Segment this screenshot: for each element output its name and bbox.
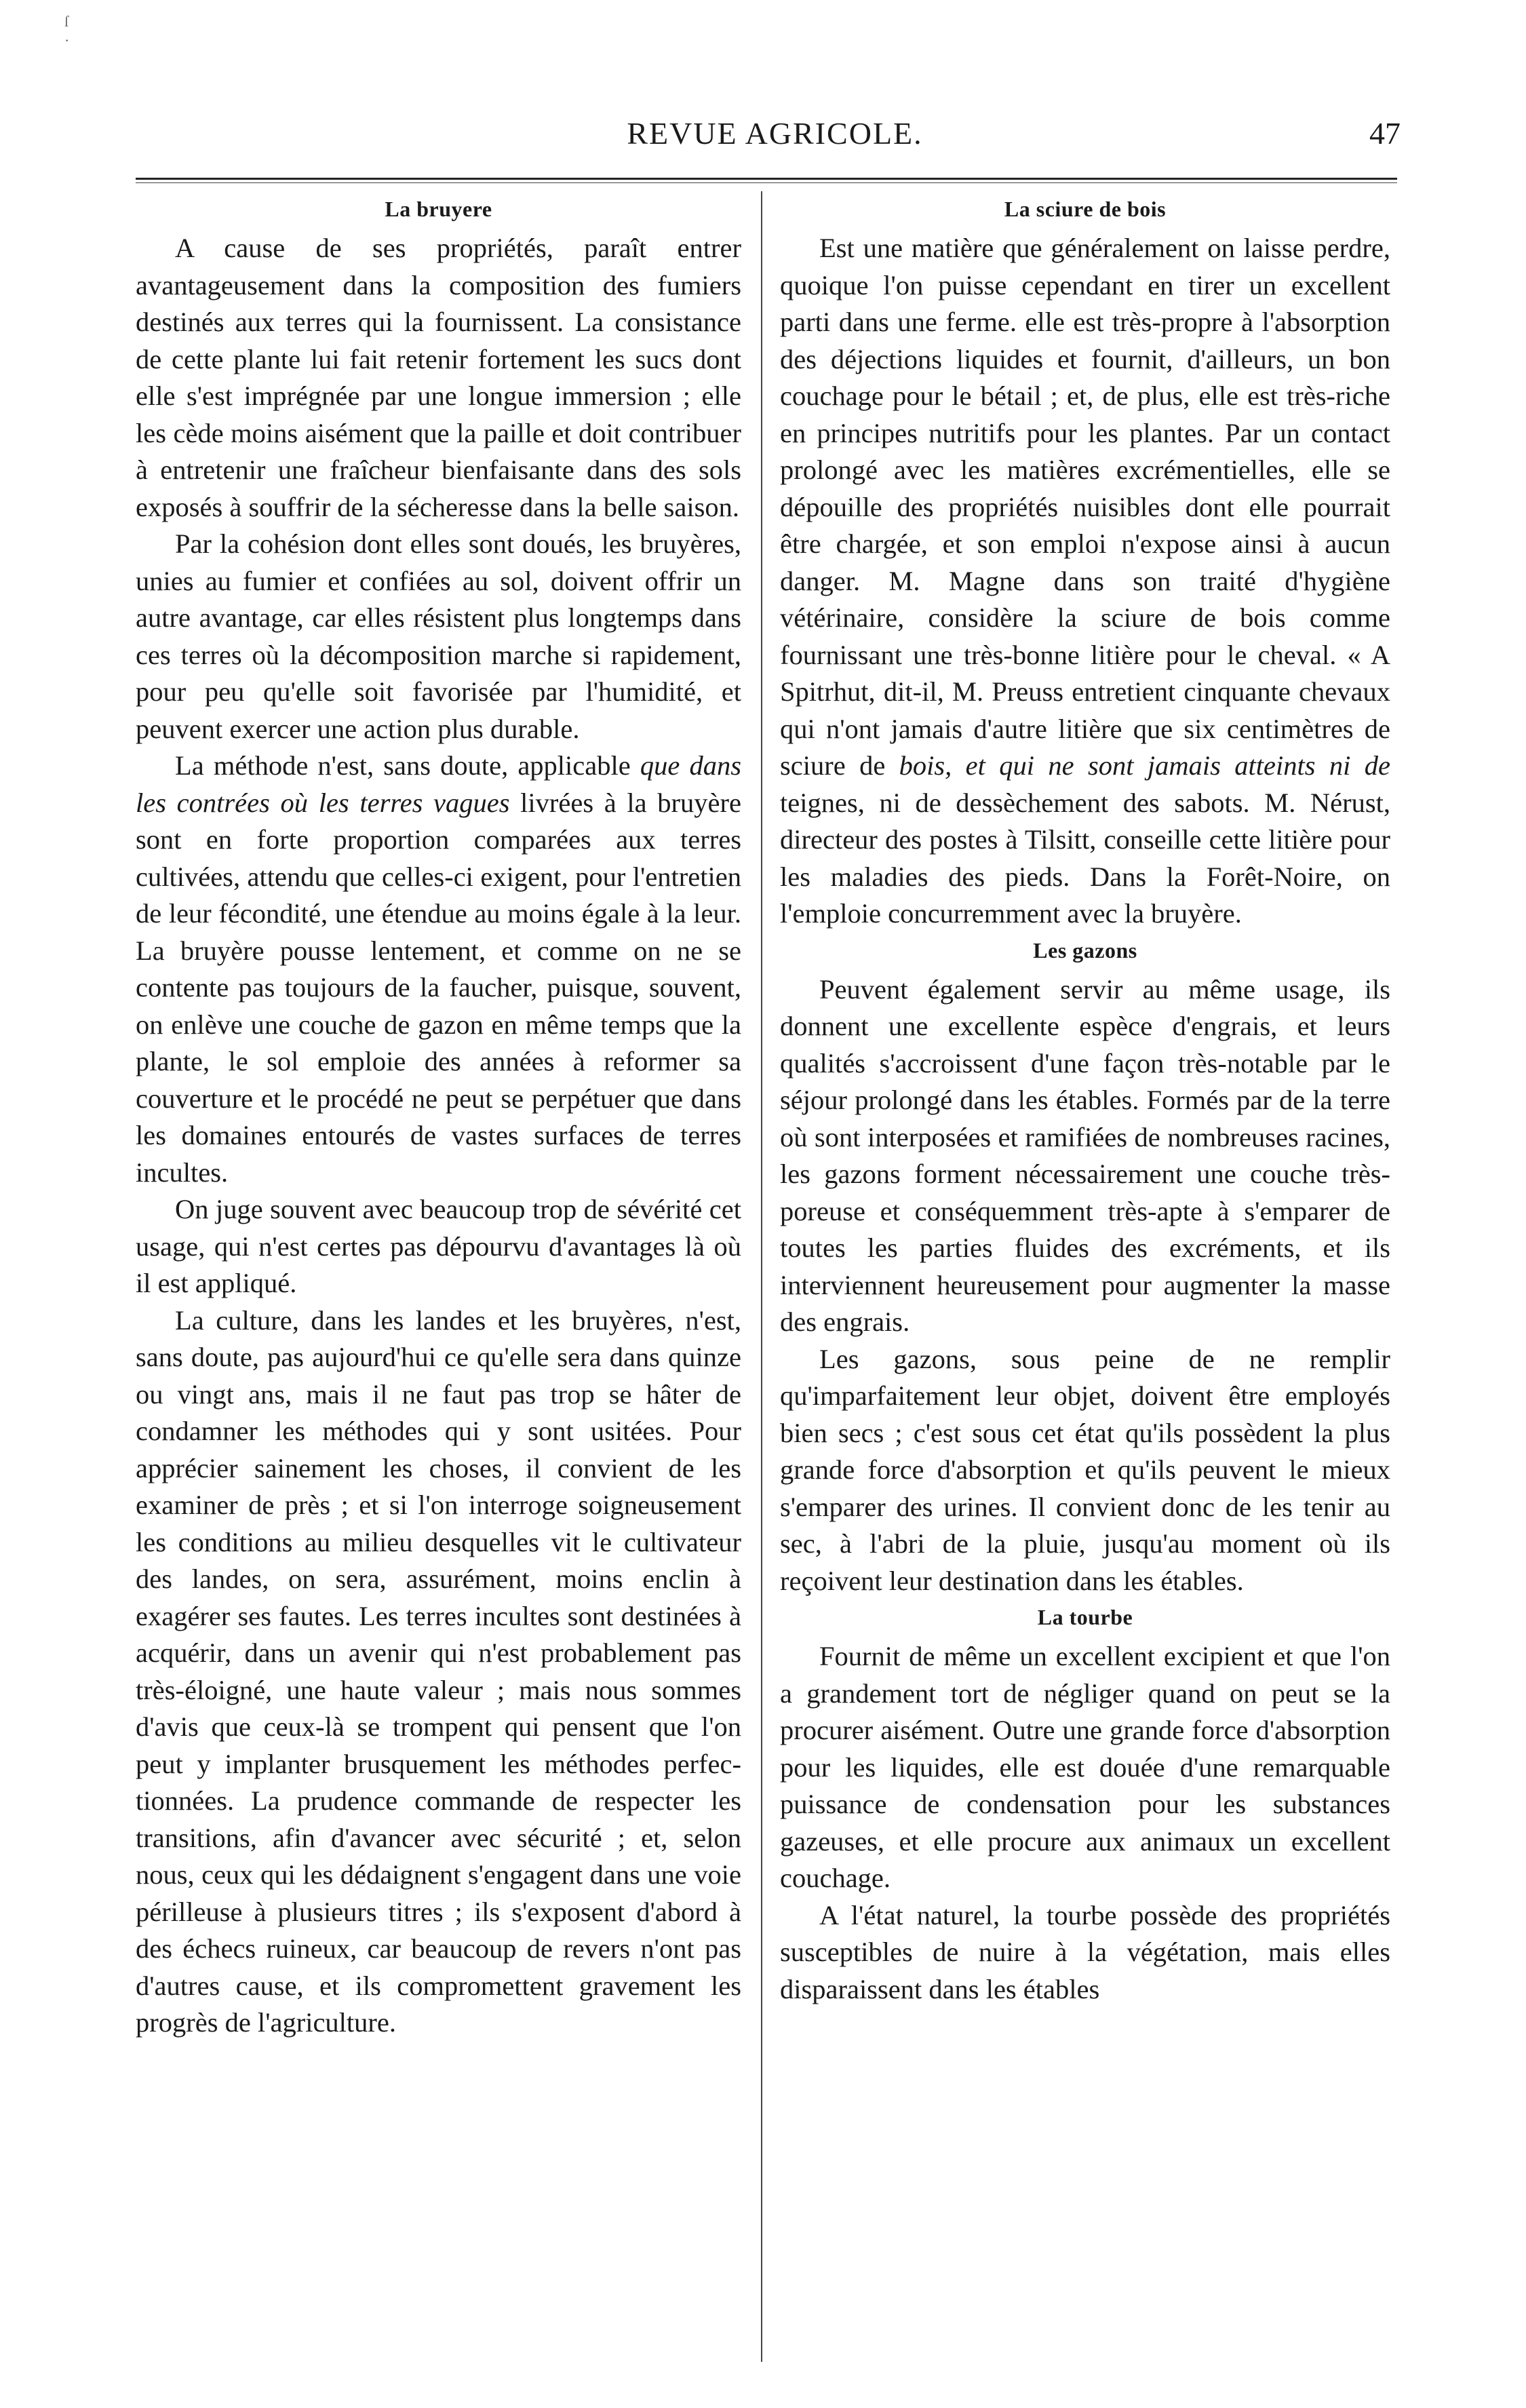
paragraph-with-italic (136, 747, 741, 1191)
paragraph: Fournit de même un excellent excipient et que l'on a grandement tort de négliger quand on peut se la procurer aisément. Outre une grande force d'absorption pour les liquides, elle est douée d'une remarquable puissance de condensation pour les substances gazeuses, et elle procure aux animaux un excellent couchage. (780, 1641, 1390, 1893)
section-title-tourbe: La tourbe (1037, 1605, 1133, 1629)
paragraph: Les gazons, sous peine de ne remplir qu'imparfaitement leur objet, doivent être employés bien secs ; c'est sous cet état qu'ils possèdent la plus grande force d'absorption et qu'ils peuvent le mieux s'emparer des urines. Il convient donc de les tenir au sec, à l'abri de la pluie, jusqu'au moment où ils reçoivent leur destination dans les étables. (780, 1343, 1390, 1596)
page-header (149, 115, 1401, 163)
paragraph-text: La méthode n'est, sans doute, applicable (175, 750, 640, 781)
section-title-bruyere: La bruyere (385, 197, 492, 221)
paragraph-text: livrées à la bruyère sont en forte proportion comparées aux terres cultivées, attendu que celles-ci exigent, pour l'entretien de leur fécondité, une étendue au moins égale à la leur. La bruyère pousse lentement, et comme on ne se contente pas toujours de la faucher, puisque, souvent, on enlève une couche de gazon en même temps que la plante, le sol emploie des années à reformer sa couverture et le procédé ne peut se perpétuer que dans les domaines entourés de vastes surfaces de terres incultes. (136, 787, 741, 1188)
left-column (136, 191, 741, 2042)
paragraph: On juge souvent avec beaucoup trop de sévérité cet usage, qui n'est certes pas dépourvu d'avantages là où il est appliqué. (136, 1194, 741, 1298)
paragraph-text: teignes, ni de dessèchement des sabots. M. Nérust, directeur des postes à Tilsitt, conseille cette litière pour les maladies des pieds. Dans la Forêt-Noire, on l'emploie concurremment avec la bruyère. (780, 787, 1390, 929)
italic-text: bois, et qui ne sont jamais atteints ni de (899, 750, 1390, 781)
paragraph: La culture, dans les landes et les bruyères, n'est, sans doute, pas aujourd'hui ce qu'elle sera dans quinze ou vingt ans, mais il ne faut pas trop se hâter de condamner les méthodes qui y sont usitées. Pour apprécier sainement les choses, il convient de les examiner de près ; et si l'on interroge soigneusement les conditions au milieu desquelles vit le cultivateur des landes, on sera, assurément, moins enclin à exagérer ses fautes. Les terres incultes sont destinées à acquérir, dans un avenir qui n'est probablement pas très-éloigné, une haute valeur ; mais nous sommes d'avis que ceux-là se trompent qui pensent que l'on peut y implanter brusquement les méthodes perfectionnées. La prudence commande de respecter les transitions, afin d'avancer avec sécurité ; et, selon nous, ceux qui les dédaignent s'engagent dans une voie périlleuse à plusieurs titres ; ils s'exposent d'abord à des échecs ruineux, car beaucoup de revers n'ont pas d'autres cause, et ils compromettent gravement les progrès de l'agriculture. (136, 1304, 741, 2038)
section-title-gazons: Les gazons (1033, 937, 1137, 963)
page-number: 47 (1369, 116, 1401, 151)
column-divider (761, 191, 762, 2362)
paragraph-with-italic (780, 230, 1390, 933)
paragraph: Peuvent également servir au même usage, ils donnent une excellente espèce d'engrais, et leurs qualités s'accroissent d'une façon très-notable par le séjour prolongé dans les étables. Formés par de la terre où sont interposées et ramifiées de nombreuses racines, les gazons forment nécessairement une couche très-poreuse et conséquemment très-apte à s'emparer de toutes les parties fluides des excréments, et ils interviennent heureusement pour augmenter la masse des engrais. (780, 973, 1390, 1337)
paragraph: A l'état naturel, la tourbe possède des propriétés susceptibles de nuire à la végétation, mais elles disparaissent dans les étables (780, 1899, 1390, 2004)
header-rule (136, 178, 1397, 180)
right-column (780, 191, 1390, 2008)
paragraph: Par la cohésion dont elles sont doués, les bruyères, unies au fumier et confiées au sol, doivent offrir un autre avantage, car elles résistent plus longtemps dans ces terres où la décomposition marche si rapidement, pour peu qu'elle soit favorisée par l'humidité, et peuvent exercer une action plus durable. (136, 528, 741, 744)
paragraph: A cause de ses propriétés, paraît entrer avantageusement dans la composition des fumiers destinés aux terres qui la fournissent. La consistance de cette plante lui fait retenir fortement les sucs dont elle s'est imprégnée par une longue immersion ; elle les cède moins aisément que la paille et doit contribuer à entretenir une fraîcheur bienfaisante dans des sols exposés à souffrir de la sécheresse dans la belle saison. (136, 233, 741, 522)
italic-text: que dans les contrées où les terres vagues (136, 750, 741, 818)
running-title: REVUE AGRICOLE. (627, 116, 923, 151)
section-title-sciure: La sciure de bois (1004, 197, 1167, 221)
paragraph-text: Est une matière que généralement on laisse perdre, quoique l'on puisse cependant en tirer un excellent parti dans une ferme. elle est très-propre à l'absorption des déjections liquides et fournit, d'ailleurs, un bon couchage pour le bétail ; et, de plus, elle est très-riche en principes nutritifs pour les plantes. Par un contact prolongé avec les matières excrémentielles, elle se dépouille des propriétés nuisibles dont elle pourrait être chargée, et son emploi n'expose ainsi à aucun danger. M. Magne dans son traité d'hygiène vétérinaire, considère la sciure de bois comme fournissant une très-bonne litière pour le cheval. « A Spitrhut, dit-il, M. Preuss entretient cinquante chevaux qui n'ont jamais d'autre litière que six centimètres de sciure de (780, 233, 1390, 781)
header-rule-thin (136, 182, 1397, 183)
margin-bleed-marks: ſ · (64, 13, 70, 49)
